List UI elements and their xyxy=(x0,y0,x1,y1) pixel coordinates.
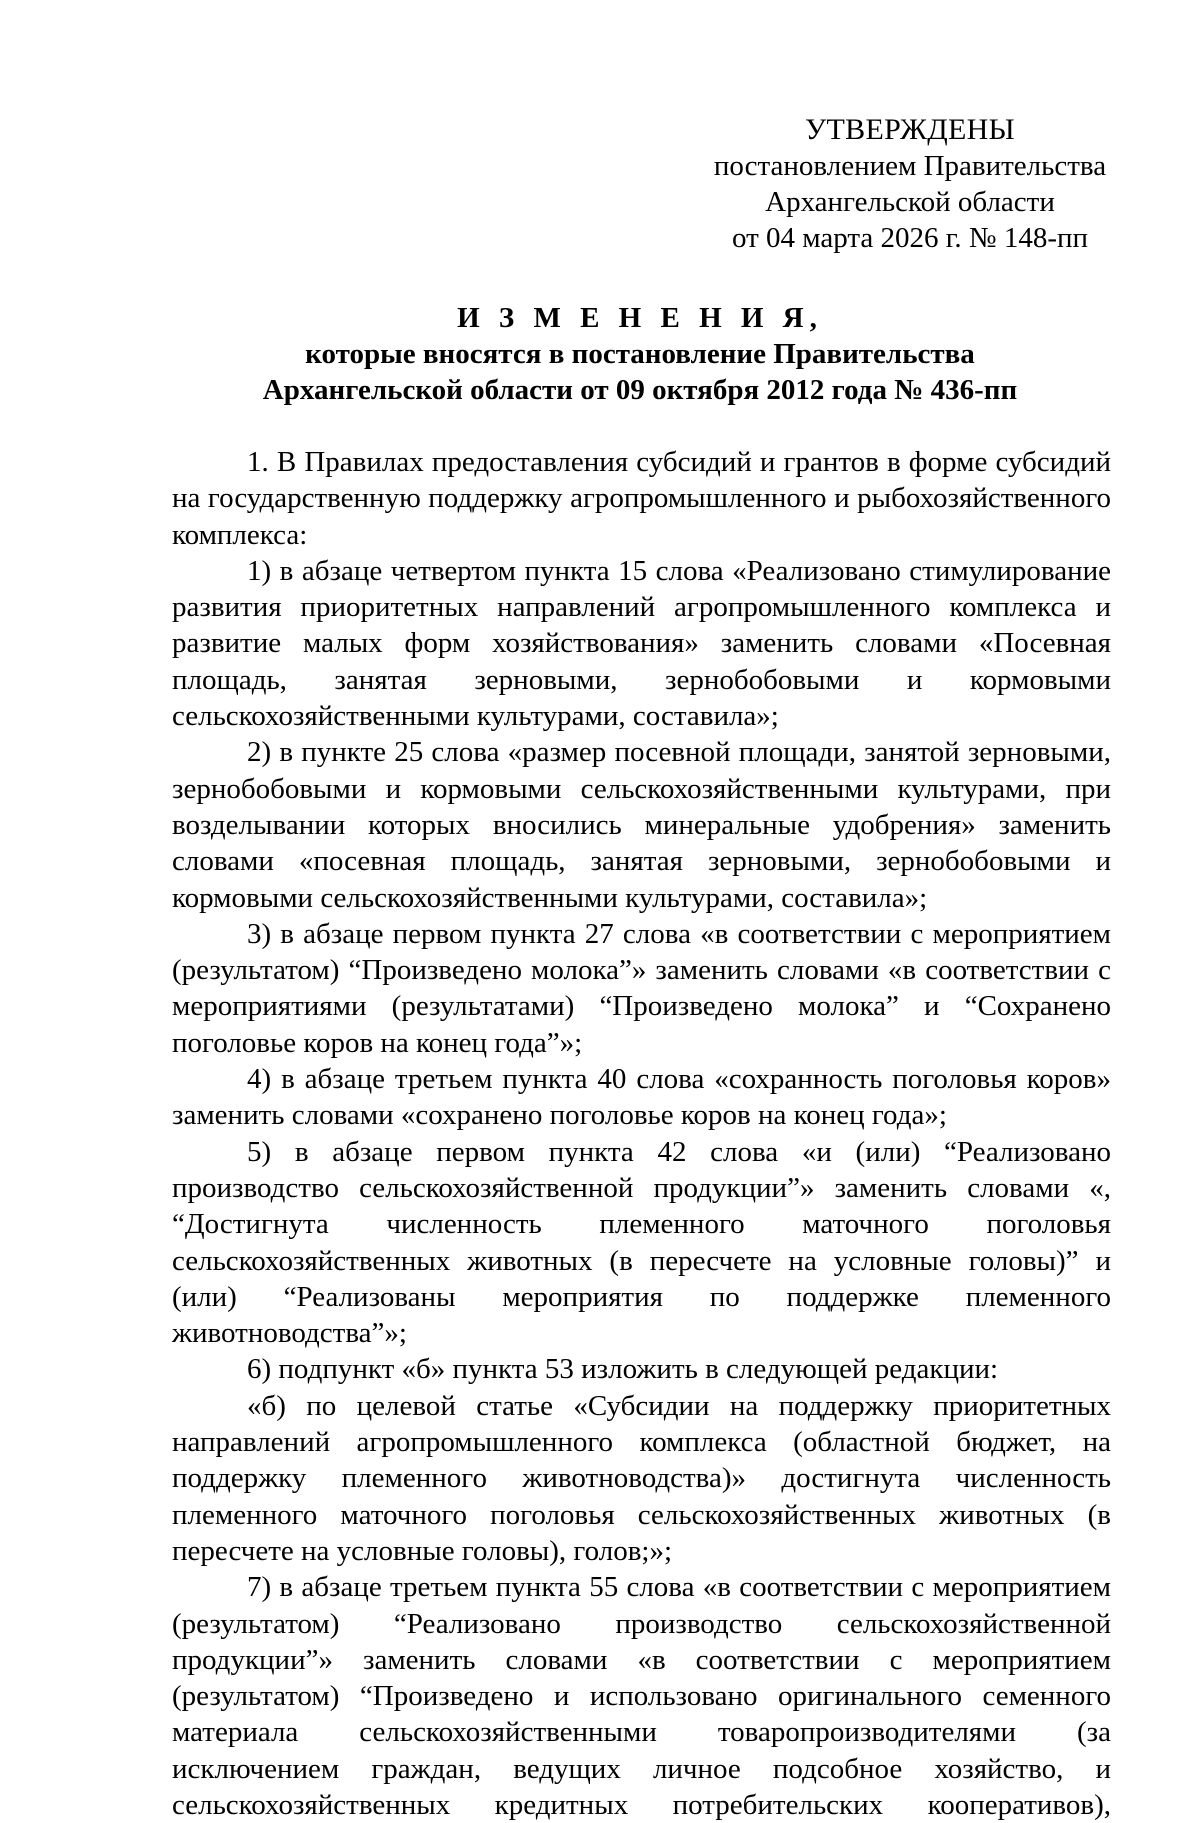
paragraph-3: 2) в пункте 25 слова «размер посевной площади, занятой зерновыми, зернобобовыми и кормовыми сельскохозяйственными культурами, при возделывании которых вносились минеральные удобрения» заменить словами «посевная площадь, занятая зерновыми, зернобобовыми и кормовыми сельскохозяйственными культурами, составила»; xyxy=(172,736,1111,914)
heading-line-2: Архангельской области от 09 октября 2012 года № 436-пп xyxy=(262,374,1018,406)
paragraph-7: 6) подпункт «б» пункта 53 изложить в следующей редакции: xyxy=(247,1353,999,1386)
approval-title: УТВЕРЖДЕНЫ xyxy=(804,113,1016,146)
document-heading xyxy=(170,300,1110,408)
paragraph-2: 1) в абзаце четвертом пункта 15 слова «Реализовано стимулирование развития приоритетных направлений агропромышленного комплекса и развитие малых форм хозяйствования» заменить словами «Посевная площадь, занятая зерновыми, зернобобовыми и кормовыми сельскохозяйственными культурами, составила»; xyxy=(172,554,1111,733)
approval-stamp xyxy=(700,112,1120,256)
document-body xyxy=(172,444,1111,1823)
paragraph-4: 3) в абзаце первом пункта 27 слова «в соответствии с мероприятием (результатом) “Произведено молока”» заменить словами «в соответствии с мероприятиями (результатами) “Произведено молока” и “Сохранено поголовье коров на конец года”»; xyxy=(172,917,1111,1059)
paragraph-1: 1. В Правилах предоставления субсидий и грантов в форме субсидий на государственную поддержку агропромышленного и рыбохозяйственного комплекса: xyxy=(172,446,1111,551)
paragraph-5: 4) в абзаце третьем пункта 40 слова «сохранность поголовья коров» заменить словами «сохранено поголовье коров на конец года»; xyxy=(172,1063,1111,1132)
paragraph-8: «б) по целевой статье «Субсидии на поддержку приоритетных направлений агропромышленного комплекса (областной бюджет, на поддержку племенного животноводства)» достигнута численность племенного маточного поголовья сельскохозяйственных животных (в пересчете на условные головы), голов;»; xyxy=(172,1389,1111,1567)
paragraph-6: 5) в абзаце первом пункта 42 слова «и (или) “Реализовано производство сельскохозяйственной продукции”» заменить словами «, “Достигнута численность племенного маточного поголовья сельскохозяйственных животных (в пересчете на условные головы)” и (или) “Реализованы мероприятия по поддержке племенного животноводства”»; xyxy=(172,1135,1111,1350)
approval-line-1: постановлением Правительства xyxy=(713,150,1107,182)
paragraph-9: 7) в абзаце третьем пункта 55 слова «в соответствии с мероприятием (результатом) “Реализовано производство сельскохозяйственной продукции”» заменить словами «в соответствии с мероприятием (результатом) “Произведено и использовано оригинального семенного материала сельскохозяйственными товаропроизводителями (за исключением граждан, ведущих личное подсобное хозяйство, и сельскохозяйственных кредитных потребительских кооперативов), xyxy=(172,1571,1111,1821)
approval-line-2: Архангельской области xyxy=(765,186,1055,218)
heading-title: И З М Е Н Е Н И Я, xyxy=(457,302,823,334)
heading-line-1: которые вносятся в постановление Правительства xyxy=(305,338,975,370)
approval-line-3: от 04 марта 2026 г. № 148-пп xyxy=(731,222,1089,254)
